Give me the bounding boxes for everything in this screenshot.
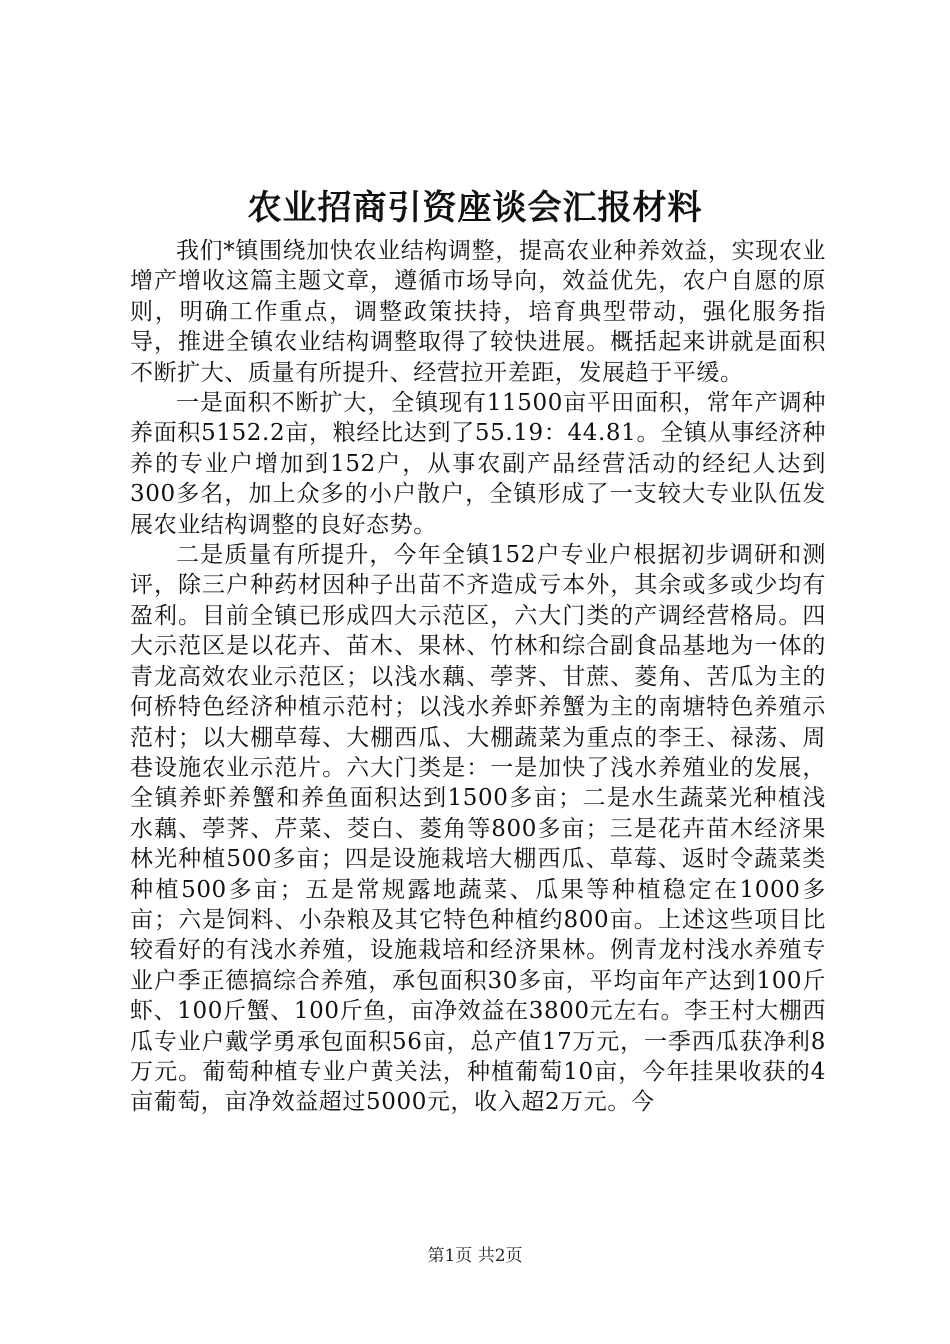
page-number-footer: 第1页 共2页 — [427, 1246, 523, 1266]
document-body — [130, 236, 826, 1118]
paragraph-intro: 我们*镇围绕加快农业结构调整，提高农业种养效益，实现农业增产增收这篇主题文章，遵循市场导向，效益优先，农户自愿的原则，明确工作重点，调整政策扶持，培育典型带动，强化服务指导，推进全镇农业结构调整取得了较快进展。概括起来讲就是面积不断扩大、质量有所提升、经营拉开差距，发展趋于平缓。 — [130, 238, 826, 386]
document-title: 农业招商引资座谈会汇报材料 — [247, 188, 703, 228]
paragraph-area-expansion: 一是面积不断扩大，全镇现有11500亩平田面积，常年产调种养面积5152.2亩，粮经比达到了55.19：44.81。全镇从事经济种养的专业户增加到152户，从事农副产品经营活动的经纪人达到300多名，加上众多的小户散户，全镇形成了一支较大专业队伍发展农业结构调整的良好态势。 — [130, 390, 826, 538]
paragraph-quality-improvement: 二是质量有所提升，今年全镇152户专业户根据初步调研和测评，除三户种药材因种子出苗不齐造成亏本外，其余或多或少均有盈利。目前全镇已形成四大示范区，六大门类的产调经营格局。四大示范区是以花卉、苗木、果林、竹林和综合副食品基地为一体的青龙高效农业示范区；以浅水藕、荸荠、甘蔗、菱角、苦瓜为主的何桥特色经济种植示范村；以浅水养虾养蟹为主的南塘特色养殖示范村；以大棚草莓、大棚西瓜、大棚蔬菜为重点的李王、禄荡、周巷设施农业示范片。六大门类是：一是加快了浅水养殖业的发展，全镇养虾养蟹和养鱼面积达到1500多亩；二是水生蔬菜光种植浅水藕、荸荠、芹菜、茭白、菱角等800多亩；三是花卉苗木经济果林光种植500多亩；四是设施栽培大棚西瓜、草莓、返时令蔬菜类种植500多亩；五是常规露地蔬菜、瓜果等种植稳定在1000多亩；六是饲料、小杂粮及其它特色种植约800亩。上述这些项目比较看好的有浅水养殖，设施栽培和经济果林。例青龙村浅水养殖专业户季正德搞综合养殖，承包面积30多亩，平均亩年产达到100斤虾、100斤蟹、100斤鱼，亩净效益在3800元左右。李王村大棚西瓜专业户戴学勇承包面积56亩，总产值17万元，一季西瓜获净利8万元。葡萄种植专业户黄关法，种植葡萄10亩，今年挂果收获的4亩葡萄，亩净效益超过5000元，收入超2万元。今 — [130, 542, 826, 1116]
